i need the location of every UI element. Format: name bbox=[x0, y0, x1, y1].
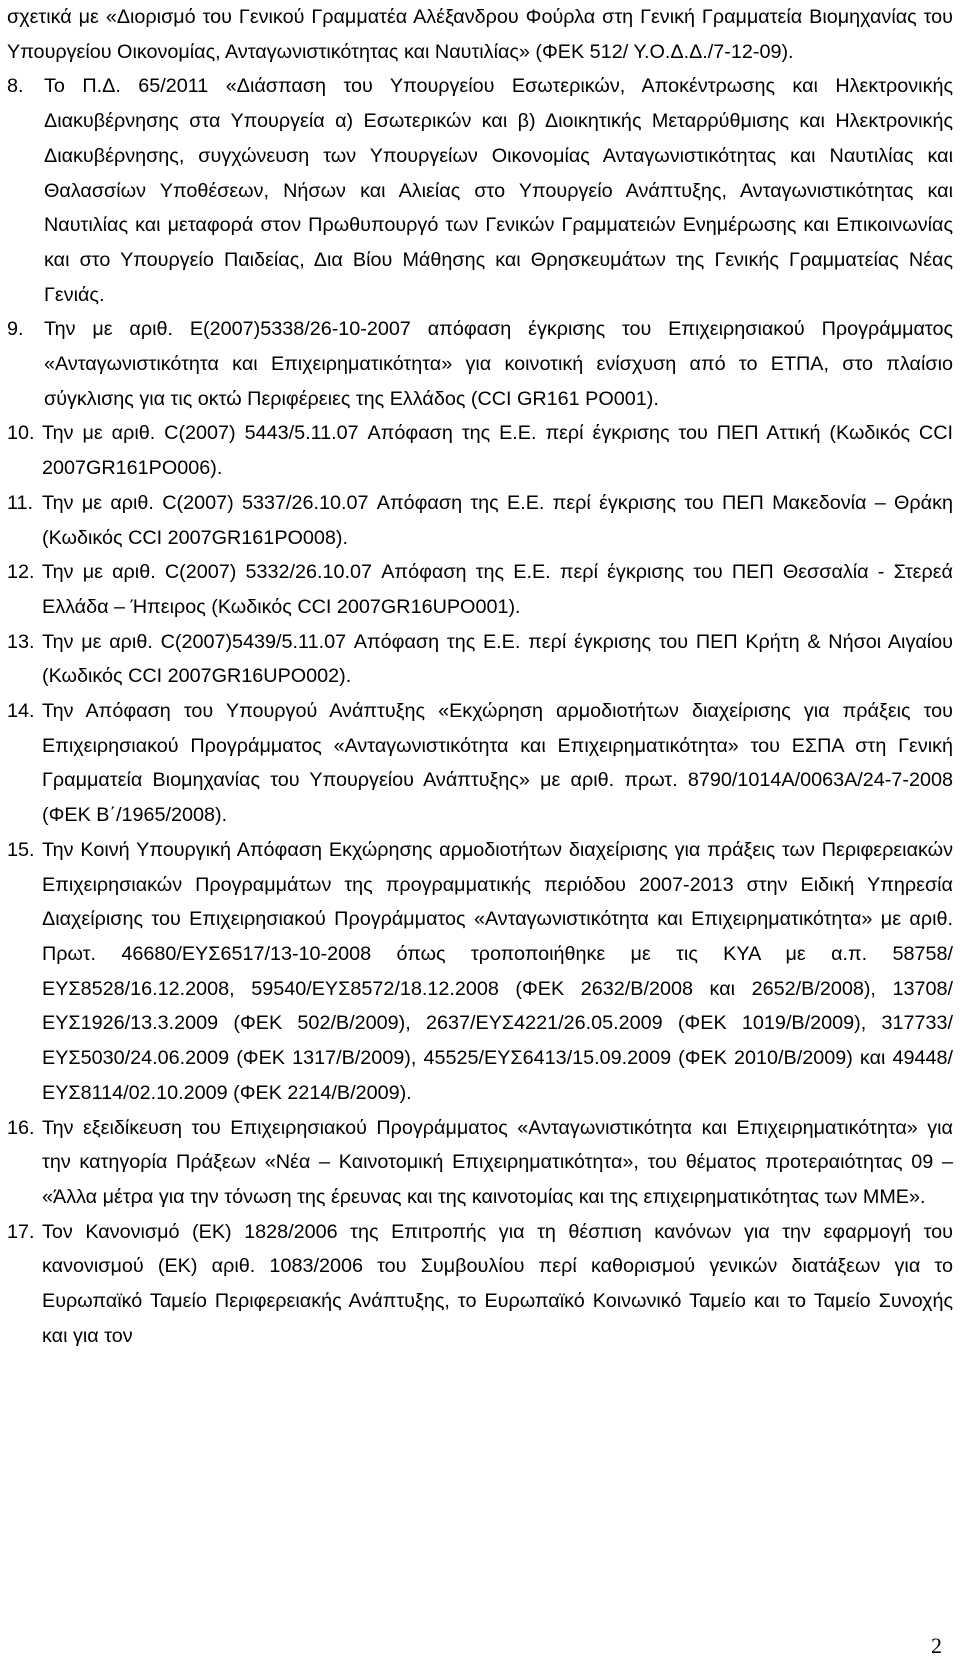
item-text: Την με αριθ. C(2007) 5337/26.10.07 Απόφαση της Ε.Ε. περί έγκρισης του ΠΕΠ Μακεδονία – Θράκη (Κωδικός CCI 2007GR161PO008). bbox=[42, 491, 953, 549]
item-number: 16. bbox=[7, 1116, 35, 1139]
item-number: 10. bbox=[7, 422, 35, 445]
item-text: Τον Κανονισμό (ΕΚ) 1828/2006 της Επιτροπής για τη θέσπιση κανόνων για την εφαρμογή του κανονισμού (ΕΚ) αριθ. 1083/2006 του Συμβουλίου περί καθορισμού γενικών διατάξεων για το Ευρωπαϊκό Ταμείο Περιφερειακής Ανάπτυξης, το Ευρωπαϊκό Κοινωνικό Ταμείο και το Ταμείο Συνοχής και για τον bbox=[42, 1220, 953, 1347]
list-item bbox=[7, 694, 953, 833]
item-text: Την εξειδίκευση του Επιχειρησιακού Προγράμματος «Ανταγωνιστικότητα και Επιχειρηματικότητα» για την κατηγορία Πράξεων «Νέα – Καινοτομική Επιχειρηματικότητα», του θέματος προτεραιότητας 09 – «Άλλα μέτρα για την τόνωση της έρευνας και της καινοτομίας και της επιχειρηματικότητας των ΜΜΕ». bbox=[42, 1116, 953, 1208]
item-number: 8. bbox=[7, 75, 24, 98]
list-item bbox=[7, 555, 953, 624]
item-text: Το Π.Δ. 65/2011 «Διάσπαση του Υπουργείου Εσωτερικών, Αποκέντρωσης και Ηλεκτρονικής Διακυβέρνησης στα Υπουργεία α) Εσωτερικών και β) Διοικητικής Μεταρρύθμισης και Ηλεκτρονικής Διακυβέρνησης, συγχώνευση των Υπουργείων Οικονομίας Ανταγωνιστικότητας και Ναυτιλίας και Θαλασσίων Υποθέσεων, Νήσων και Αλιείας στο Υπουργείο Ανάπτυξης, Ανταγωνιστικότητας και Ναυτιλίας και μεταφορά στον Πρωθυπουργό των Γενικών Γραμματειών Ενημέρωσης και Επικοινωνίας και στο Υπουργείο Παιδείας, Δια Βίου Μάθησης και Θρησκευμάτων της Γενικής Γραμματείας Νέας Γενιάς. bbox=[44, 75, 953, 306]
list-item bbox=[7, 1111, 953, 1215]
item-number: 9. bbox=[7, 318, 24, 341]
item-text: Την με αριθ. Ε(2007)5338/26-10-2007 απόφαση έγκρισης του Επιχειρησιακού Προγράμματος «Ανταγωνιστικότητα και Επιχειρηματικότητα» για κοινοτική ενίσχυση από το ΕΤΠΑ, στο πλαίσιο σύγκλισης για τις οκτώ Περιφέρειες της Ελλάδος (CCI GR161 PO001). bbox=[44, 318, 953, 410]
item-text: Την με αριθ. C(2007) 5443/5.11.07 Απόφαση της Ε.Ε. περί έγκρισης του ΠΕΠ Αττική (Κωδικός CCI 2007GR161PO006). bbox=[42, 422, 953, 480]
page-number: 2 bbox=[931, 1633, 942, 1658]
document-body bbox=[7, 0, 953, 1353]
item-text: Την με αριθ. C(2007) 5332/26.10.07 Απόφαση της Ε.Ε. περί έγκρισης του ΠΕΠ Θεσσαλία - Στερεά Ελλάδα – Ήπειρος (Κωδικός CCI 2007GR16UPO001). bbox=[42, 561, 953, 618]
list-item bbox=[7, 416, 953, 485]
list-item bbox=[7, 833, 953, 1111]
item-number: 13. bbox=[7, 630, 35, 653]
list-item bbox=[7, 312, 953, 416]
item-number: 12. bbox=[7, 561, 35, 584]
item-text: Την με αριθ. C(2007)5439/5.11.07 Απόφαση της Ε.Ε. περί έγκρισης του ΠΕΠ Κρήτη & Νήσοι Αιγαίου (Κωδικός CCI 2007GR16UPO002). bbox=[42, 630, 953, 688]
item-number: 11. bbox=[7, 491, 34, 514]
item-number: 15. bbox=[7, 838, 35, 861]
list-item bbox=[7, 1215, 953, 1354]
item-text: Την Απόφαση του Υπουργού Ανάπτυξης «Εκχώρηση αρμοδιοτήτων διαχείρισης για πράξεις του Επιχειρησιακού Προγράμματος «Ανταγωνιστικότητα και Επιχειρηματικότητα» του ΕΣΠΑ στη Γενική Γραμματεία Βιομηχανίας του Υπουργείου Ανάπτυξης» με αριθ. πρωτ. 8790/1014Α/0063Α/24-7-2008 (ΦΕΚ Β΄/1965/2008). bbox=[42, 700, 953, 827]
item-text: Την Κοινή Υπουργική Απόφαση Εκχώρησης αρμοδιοτήτων διαχείρισης για πράξεις των Περιφερειακών Επιχειρησιακών Προγραμμάτων της προγραμματικής περιόδου 2007-2013 στην Ειδική Υπηρεσία Διαχείρισης του Επιχειρησιακού Προγράμματος «Ανταγωνιστικότητα και Επιχειρηματικότητα» με αριθ. Πρωτ. 46680/ΕΥΣ6517/13-10-2008 όπως τροποποιήθηκε με τις ΚΥΑ με α.π. 58758/ΕΥΣ8528/16.12.2008, 59540/ΕΥΣ8572/18.12.2008 (ΦΕΚ 2632/Β/2008 και 2652/Β/2008), 13708/ΕΥΣ1926/13.3.2009 (ΦΕΚ 502/Β/2009), 2637/ΕΥΣ4221/26.05.2009 (ΦΕΚ 1019/Β/2009), 317733/ΕΥΣ5030/24.06.2009 (ΦΕΚ 1317/Β/2009), 45525/ΕΥΣ6413/15.09.2009 (ΦΕΚ 2010/Β/2009) και 49448/ΕΥΣ8114/02.10.2009 (ΦΕΚ 2214/Β/2009). bbox=[42, 838, 953, 1104]
list-item bbox=[7, 625, 953, 694]
list-item bbox=[7, 486, 953, 555]
intro-paragraph: σχετικά με «Διορισμό του Γενικού Γραμματέα Αλέξανδρου Φούρλα στη Γενική Γραμματεία Βιομηχανίας του Υπουργείου Οικονομίας, Ανταγωνιστικότητας και Ναυτιλίας» (ΦΕΚ 512/ Υ.Ο.Δ.Δ./7-12-09). bbox=[7, 6, 953, 63]
item-number: 14. bbox=[7, 700, 35, 723]
item-number: 17. bbox=[7, 1220, 35, 1243]
list-item bbox=[7, 69, 953, 312]
